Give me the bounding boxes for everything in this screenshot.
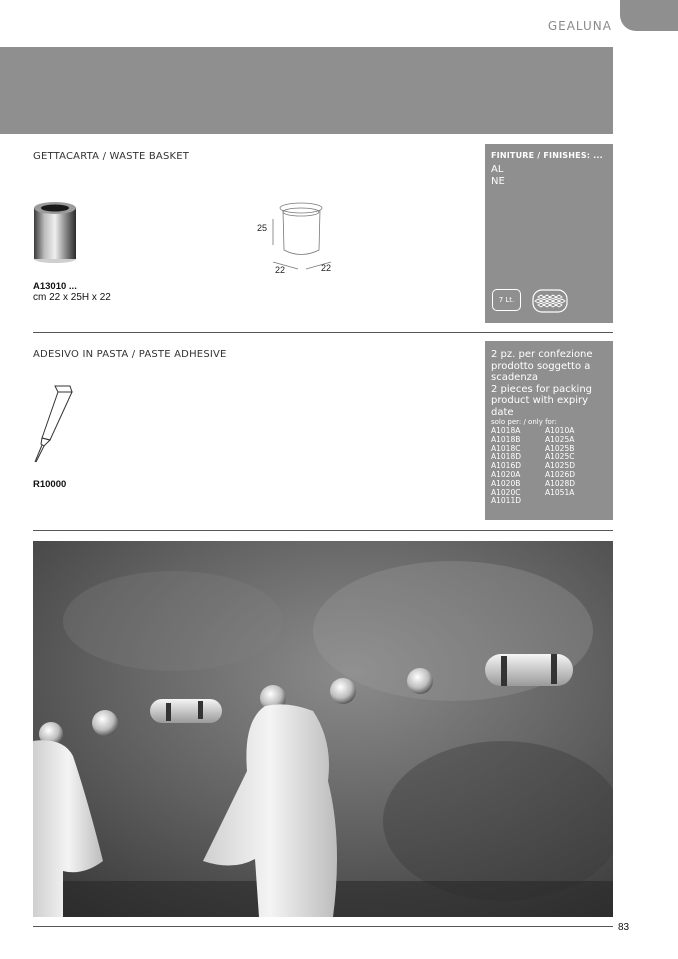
code-item: A1026D: [545, 469, 575, 479]
header-banner: [0, 47, 613, 134]
code-item: A1020A: [491, 469, 521, 479]
divider-2: [33, 530, 613, 531]
adhesive-info-line-1: 2 pz. per confezione: [491, 349, 593, 360]
code-item: A1020C: [491, 487, 521, 497]
adhesive-info-panel: [485, 341, 613, 520]
adhesive-info-line-4: 2 pieces for packing: [491, 383, 593, 395]
page-tab: [620, 0, 678, 31]
compatible-codes-left: [491, 427, 521, 506]
code-item: A1018A: [491, 426, 521, 435]
adhesive-info-line-3: scadenza: [491, 372, 539, 383]
drawing-depth-label: 22: [321, 263, 332, 273]
code-item: A1028D: [545, 478, 575, 488]
product-code-waste-basket: A13010 ...: [33, 281, 77, 292]
finish-al: AL: [491, 164, 504, 175]
product-dimensions: cm 22 x 25H x 22: [33, 292, 111, 303]
code-item: A1025C: [545, 452, 575, 462]
code-item: A1025D: [545, 461, 575, 471]
finishes-panel: [485, 144, 613, 323]
code-item: A1011D: [491, 496, 521, 506]
adhesive-tube-image: [28, 380, 78, 465]
finish-ne: NE: [491, 176, 505, 187]
compatible-codes-right: [545, 427, 575, 497]
section-title-waste-basket: GETTACARTA / WASTE BASKET: [33, 151, 190, 162]
finishes-title: FINITURE / FINISHES: ...: [491, 151, 603, 160]
brand-name: GEALUNA: [547, 19, 612, 33]
page-number: 83: [618, 922, 630, 933]
divider-1: [33, 332, 613, 333]
drawing-width-label: 22: [275, 265, 286, 275]
capacity-badge: 7 Lt.: [492, 289, 521, 311]
perforated-pattern-icon: [532, 289, 568, 313]
ambient-photo-hooks: [33, 541, 613, 917]
only-for-label: solo per: / only for:: [491, 418, 557, 426]
code-item: A1016D: [491, 461, 521, 471]
adhesive-info-line-5: product with expiry date: [491, 395, 589, 418]
code-item: A1025A: [545, 434, 575, 444]
code-item: A1025B: [545, 443, 575, 453]
code-item: A1051A: [545, 487, 575, 497]
code-item: A1010A: [545, 426, 575, 435]
code-item: A1018B: [491, 434, 521, 444]
drawing-height-label: 25: [257, 223, 268, 233]
code-item: A1018D: [491, 452, 521, 462]
code-item: A1020B: [491, 478, 521, 488]
footer-rule: [33, 926, 613, 927]
code-item: A1018C: [491, 443, 521, 453]
adhesive-info-line-2: prodotto soggetto a: [491, 360, 591, 372]
waste-basket-photo: [30, 198, 80, 264]
product-code-adhesive: R10000: [33, 479, 67, 490]
section-title-paste-adhesive: ADESIVO IN PASTA / PASTE ADHESIVE: [33, 349, 227, 360]
